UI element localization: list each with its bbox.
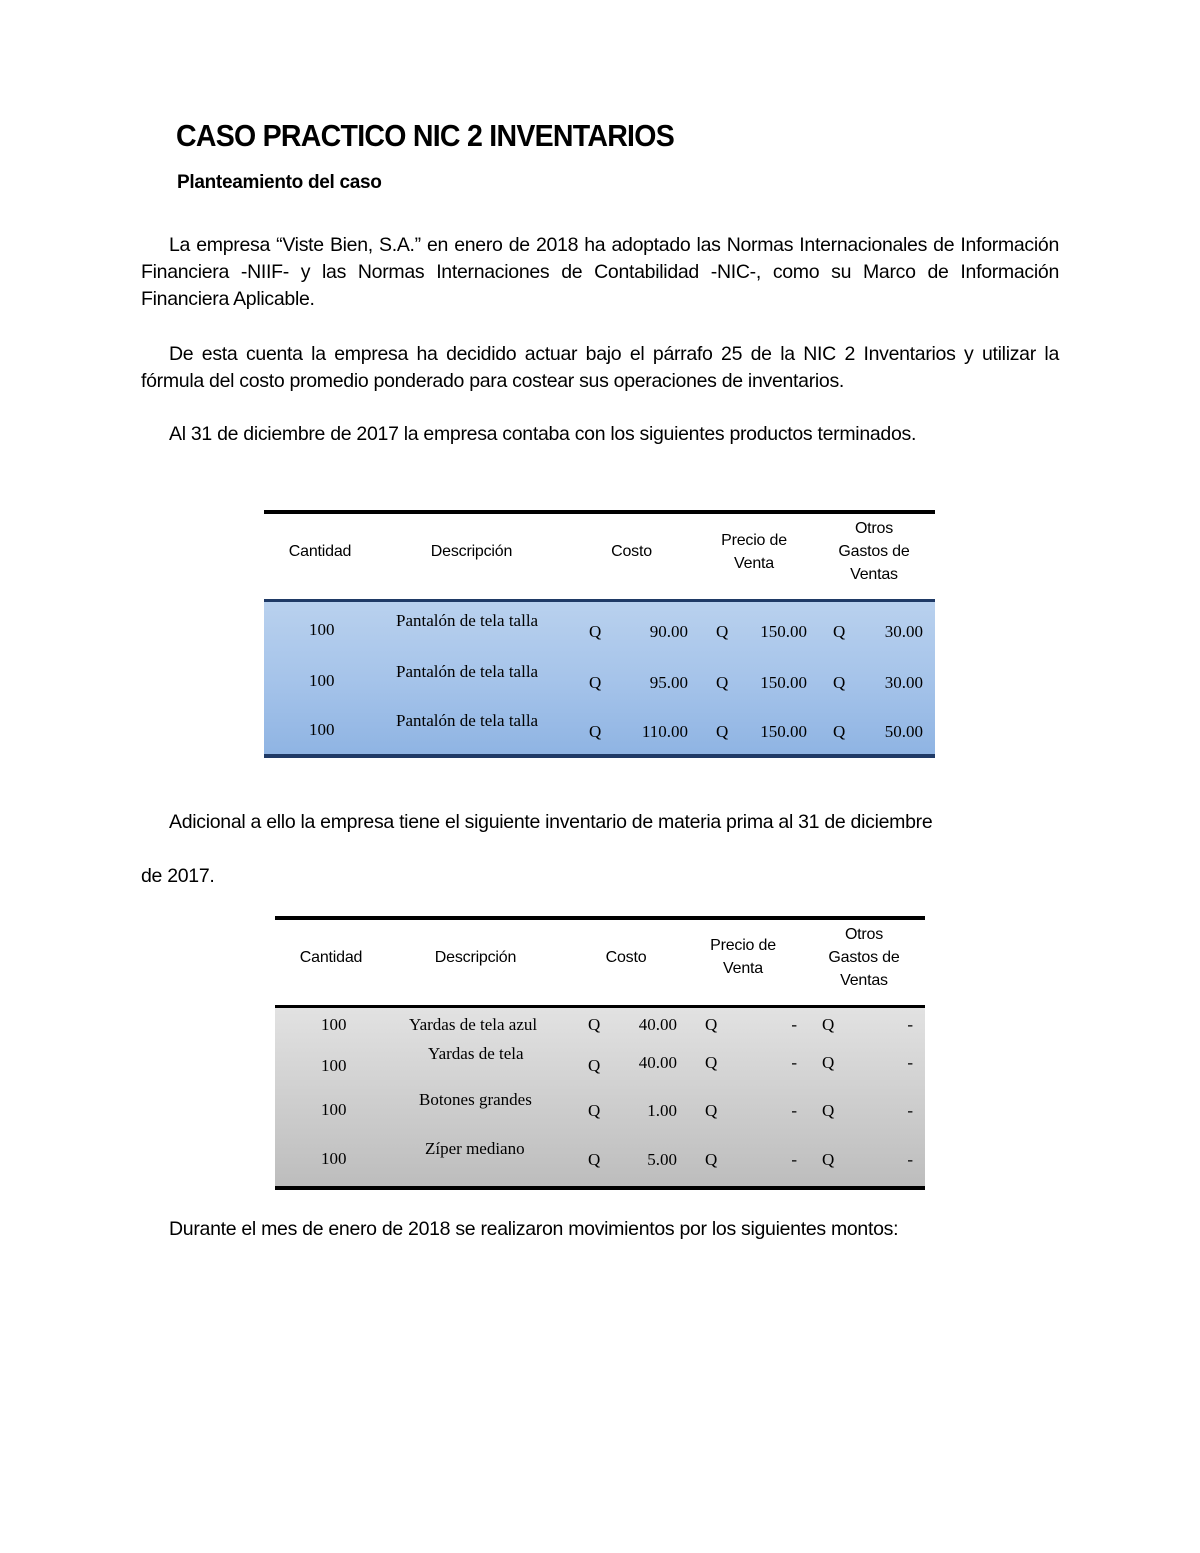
cell-q: Q	[588, 1150, 601, 1169]
cell-otros: -	[907, 1015, 913, 1034]
header-otros-line3: Ventas	[850, 566, 898, 583]
cell-q: Q	[705, 1053, 718, 1072]
table-bottom-rule	[264, 754, 935, 758]
cell-cantidad: 100	[309, 620, 335, 639]
header-otros-line1: Otros	[844, 926, 884, 943]
cell-q: Q	[588, 1015, 601, 1034]
header-costo: Costo	[605, 949, 647, 966]
cell-otros: 30.00	[884, 622, 923, 641]
paragraph-2-text: De esta cuenta la empresa ha decidido actuar bajo el párrafo 25 de la NIC 2 Inventarios y utilizar la fórmula del costo promedio ponderado para costear sus operaciones de inventarios.	[141, 343, 1059, 392]
table-body	[275, 1008, 925, 1186]
table-row	[275, 1134, 925, 1186]
cell-descripcion: Pantalón de tela talla	[396, 711, 539, 730]
cell-q: Q	[822, 1053, 835, 1072]
header-precio-line2: Venta	[734, 555, 774, 572]
table-bottom-rule	[275, 1186, 925, 1190]
cell-precio: -	[791, 1015, 797, 1034]
cell-cantidad: 100	[321, 1015, 347, 1034]
header-cantidad: Cantidad	[299, 949, 363, 966]
cell-costo: 95.00	[649, 673, 688, 692]
cell-q: Q	[822, 1015, 835, 1034]
cell-cantidad: 100	[321, 1100, 347, 1119]
cell-q: Q	[833, 673, 846, 692]
table-body	[264, 602, 935, 754]
cell-costo: 40.00	[638, 1015, 677, 1034]
table-row	[275, 1012, 925, 1046]
paragraph-4-line-1: Adicional a ello la empresa tiene el siguiente inventario de materia prima al 31 de diciembre	[169, 811, 933, 833]
cell-q: Q	[589, 673, 602, 692]
header-otros-line1: Otros	[854, 520, 894, 537]
cell-descripcion: Yardas de tela azul	[409, 1015, 538, 1034]
cell-precio: -	[791, 1101, 797, 1120]
cell-q: Q	[705, 1150, 718, 1169]
cell-q: Q	[716, 673, 729, 692]
header-otros-line3: Ventas	[840, 972, 888, 989]
cell-cantidad: 100	[321, 1056, 347, 1075]
cell-q: Q	[588, 1101, 601, 1120]
cell-cantidad: 100	[309, 671, 335, 690]
cell-q: Q	[589, 622, 602, 641]
cell-q: Q	[705, 1015, 718, 1034]
table-top-rule	[264, 510, 935, 514]
page-title: CASO PRACTICO NIC 2 INVENTARIOS	[176, 118, 674, 153]
paragraph-1-text: La empresa “Viste Bien, S.A.” en enero de 2018 ha adoptado las Normas Internacionales de Información Financiera -NIIF- y las Normas Internaciones de Contabilidad -NIC-, como su Marco de Información Financiera Aplicable.	[141, 234, 1059, 310]
cell-otros: -	[907, 1150, 913, 1169]
header-descripcion: Descripción	[434, 949, 517, 966]
cell-precio: -	[791, 1053, 797, 1072]
header-otros-gastos	[824, 517, 924, 586]
header-otros-line2: Gastos de	[828, 949, 900, 966]
header-otros-gastos	[814, 923, 914, 992]
cell-q: Q	[833, 722, 846, 741]
cell-q: Q	[716, 622, 729, 641]
cell-otros: -	[907, 1053, 913, 1072]
table-row	[275, 1088, 925, 1134]
cell-otros: 50.00	[884, 722, 923, 741]
header-precio-venta	[704, 529, 804, 575]
table-row	[264, 658, 935, 708]
paragraph-1	[141, 232, 1059, 313]
header-costo: Costo	[611, 543, 652, 560]
cell-costo: 40.00	[638, 1053, 677, 1072]
cell-otros: 30.00	[884, 673, 923, 692]
cell-q: Q	[822, 1150, 835, 1169]
cell-cantidad: 100	[321, 1149, 347, 1168]
paragraph-2	[141, 341, 1059, 395]
table-row	[275, 1044, 925, 1088]
header-precio-line1: Precio de	[721, 532, 787, 549]
paragraph-4-line-2: de 2017.	[141, 865, 215, 887]
finished-goods-table	[264, 510, 935, 760]
cell-descripcion: Zíper mediano	[425, 1139, 525, 1158]
cell-q: Q	[589, 722, 602, 741]
cell-q: Q	[705, 1101, 718, 1120]
cell-costo: 5.00	[647, 1150, 677, 1169]
cell-q: Q	[716, 722, 729, 741]
cell-q: Q	[833, 622, 846, 641]
header-cantidad: Cantidad	[288, 543, 352, 560]
cell-costo: 90.00	[649, 622, 688, 641]
cell-otros: -	[907, 1101, 913, 1120]
table-row	[264, 708, 935, 754]
header-descripcion: Descripción	[430, 543, 513, 560]
cell-descripcion: Pantalón de tela talla	[396, 611, 539, 630]
cell-precio: 150.00	[760, 722, 807, 741]
section-subtitle: Planteamiento del caso	[177, 172, 382, 193]
paragraph-3: Al 31 de diciembre de 2017 la empresa contaba con los siguientes productos terminados.	[169, 423, 917, 445]
table-top-rule	[275, 916, 925, 920]
cell-descripcion: Botones grandes	[419, 1090, 532, 1109]
paragraph-5: Durante el mes de enero de 2018 se realizaron movimientos por los siguientes montos:	[169, 1218, 899, 1240]
cell-precio: 150.00	[760, 673, 807, 692]
table-row	[264, 608, 935, 658]
raw-materials-table	[275, 916, 925, 1192]
cell-descripcion: Pantalón de tela talla	[396, 662, 539, 681]
cell-precio: 150.00	[760, 622, 807, 641]
cell-costo: 1.00	[647, 1101, 677, 1120]
cell-q: Q	[822, 1101, 835, 1120]
header-precio-line2: Venta	[723, 960, 763, 977]
header-otros-line2: Gastos de	[838, 543, 910, 560]
header-precio-line1: Precio de	[710, 937, 776, 954]
cell-q: Q	[588, 1056, 601, 1075]
cell-cantidad: 100	[309, 720, 335, 739]
cell-costo: 110.00	[641, 722, 688, 741]
header-precio-venta	[693, 934, 793, 980]
cell-descripcion: Yardas de tela	[428, 1044, 524, 1063]
cell-precio: -	[791, 1150, 797, 1169]
